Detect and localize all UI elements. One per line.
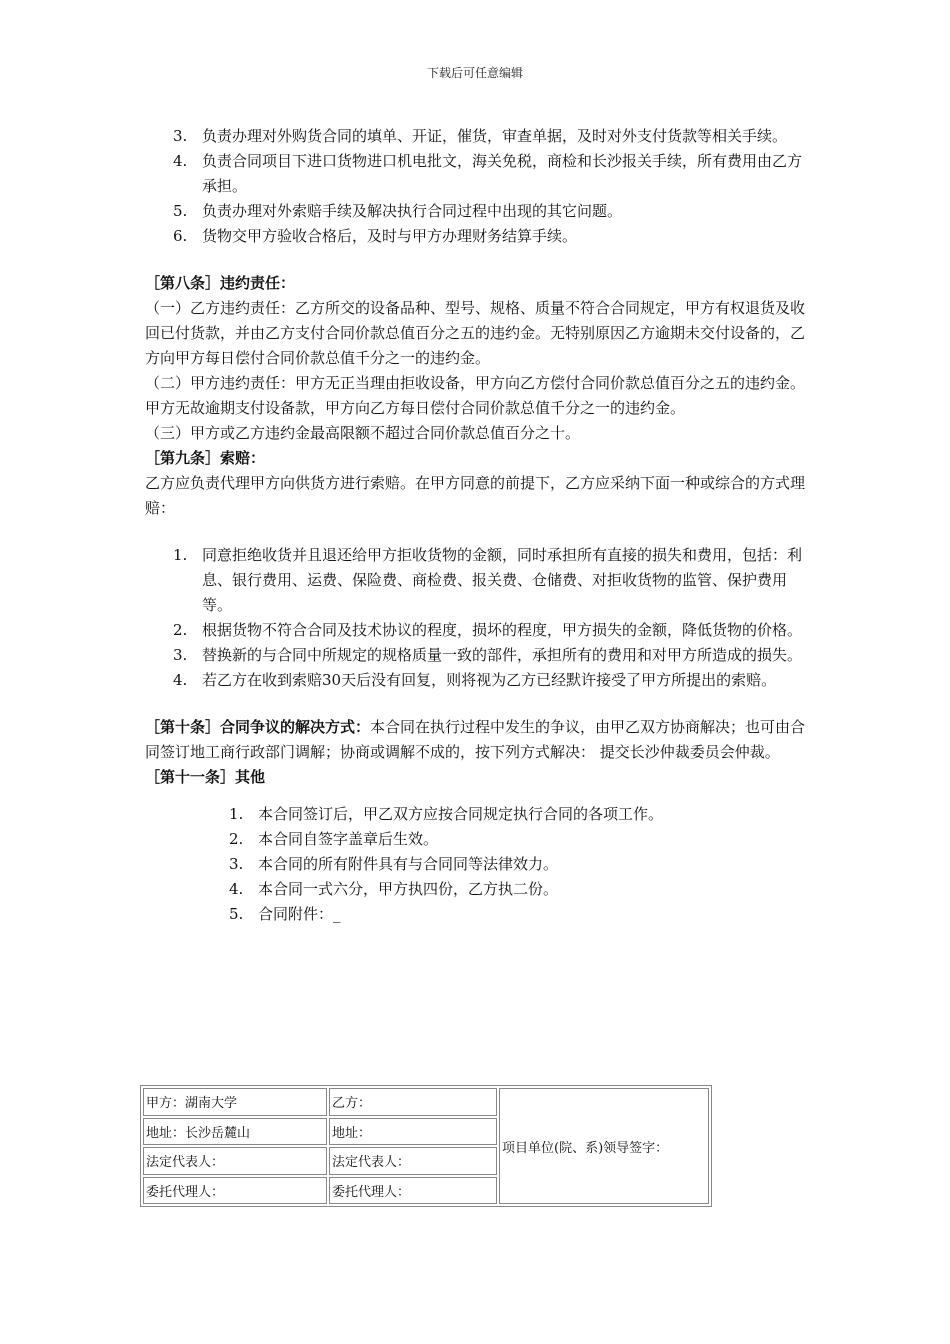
item-text: 根据货物不符合合同及技术协议的程度，损坏的程度，甲方损失的金额，降低货物的价格。 [202, 621, 803, 639]
duty-list [145, 124, 810, 249]
article-10-title: ［第十条］合同争议的解决方式： [145, 718, 371, 736]
item-text: 合同附件：_ [258, 905, 341, 923]
article-10-text: 本合同在执行过程中发生的争议，由甲乙双方协商解决；也可由合同签订地工商行政部门调解；协商或调解不成的，按下列方式解决： 提交长沙仲裁委员会仲裁。 [145, 718, 806, 761]
dept-leader-signature: 项目单位(院、系)领导签字： [499, 1088, 709, 1204]
item-text: 本合同签订后，甲乙双方应按合同规定执行合同的各项工作。 [258, 805, 664, 823]
item-text: 若乙方在收到索赔30天后没有回复，则将视为乙方已经默许接受了甲方所提出的索赔。 [202, 671, 777, 689]
list-item [145, 802, 810, 827]
item-text: 负责合同项目下进口货物进口机电批文，海关免税，商检和长沙报关手续，所有费用由乙方承担。 [202, 152, 803, 195]
table-row [143, 1088, 709, 1116]
party-b-address: 地址： [329, 1118, 497, 1146]
item-text: 本合同一式六分，甲方执四份，乙方执二份。 [258, 880, 559, 898]
item-text: 负责办理对外购货合同的填单、开证，催货，审查单据，及时对外支付货款等相关手续。 [202, 127, 788, 145]
article-10 [145, 715, 810, 765]
article-11-title: ［第十一条］其他 [145, 768, 266, 786]
article-8-clause-2: （二）甲方违约责任：甲方无正当理由拒收设备，甲方向乙方偿付合同价款总值百分之五的违约金。甲方无故逾期支付设备款，甲方向乙方每日偿付合同价款总值千分之一的违约金。 [145, 374, 806, 417]
article-8-clause-1: （一）乙方违约责任：乙方所交的设备品种、型号、规格、质量不符合合同规定，甲方有权退货及收回已付货款，并由乙方支付合同价款总值百分之五的违约金。无特别原因乙方逾期未交付设备的，乙方向甲方每日偿付合同价款总值千分之一的违约金。 [145, 299, 806, 367]
list-item [145, 643, 810, 668]
article-9-intro: 乙方应负责代理甲方向供货方进行索赔。在甲方同意的前提下，乙方应采纳下面一种或综合的方式理赔： [145, 474, 806, 517]
list-item [145, 199, 810, 224]
list-item [145, 852, 810, 877]
party-a-name: 甲方：湖南大学 [143, 1088, 327, 1116]
item-text: 本合同的所有附件具有与合同同等法律效力。 [258, 855, 559, 873]
item-text: 本合同自签字盖章后生效。 [258, 830, 439, 848]
article-9-title: ［第九条］索赔： [145, 449, 266, 467]
item-number: 2. [229, 830, 244, 848]
item-number: 4. [173, 152, 188, 170]
party-a-agent: 委托代理人： [143, 1177, 327, 1205]
contract-body [145, 124, 810, 927]
other-list [145, 802, 810, 927]
list-item [145, 668, 810, 693]
list-item [145, 618, 810, 643]
party-b-legal-rep: 法定代表人： [329, 1147, 497, 1175]
list-item [145, 902, 810, 927]
item-number: 1. [173, 546, 188, 564]
list-item [145, 124, 810, 149]
item-number: 1. [229, 805, 244, 823]
item-number: 3. [173, 646, 188, 664]
item-number: 3. [173, 127, 188, 145]
party-a-address: 地址：长沙岳麓山 [143, 1118, 327, 1146]
article-8-clause-3: （三）甲方或乙方违约金最高限额不超过合同价款总值百分之十。 [145, 424, 581, 442]
item-text: 负责办理对外索赔手续及解决执行合同过程中出现的其它问题。 [202, 202, 623, 220]
party-b-agent: 委托代理人： [329, 1177, 497, 1205]
list-item [145, 827, 810, 852]
page-header: 下载后可任意编辑 [426, 66, 523, 80]
list-item [145, 224, 810, 249]
item-number: 3. [229, 855, 244, 873]
item-number: 2. [173, 621, 188, 639]
item-number: 5. [173, 202, 188, 220]
claim-list [145, 543, 810, 693]
list-item [145, 149, 810, 199]
party-a-legal-rep: 法定代表人： [143, 1147, 327, 1175]
article-8-title: ［第八条］违约责任： [145, 274, 296, 292]
item-number: 4. [229, 880, 244, 898]
list-item [145, 543, 810, 618]
party-b-name: 乙方： [329, 1088, 497, 1116]
item-number: 6. [173, 227, 188, 245]
item-text: 同意拒绝收货并且退还给甲方拒收货物的金额，同时承担所有直接的损失和费用，包括：利息、银行费用、运费、保险费、商检费、报关费、仓储费、对拒收货物的监管、保护费用等。 [202, 546, 803, 614]
item-text: 替换新的与合同中所规定的规格质量一致的部件，承担所有的费用和对甲方所造成的损失。 [202, 646, 803, 664]
signature-table [140, 1085, 712, 1207]
list-item [145, 877, 810, 902]
item-text: 货物交甲方验收合格后，及时与甲方办理财务结算手续。 [202, 227, 578, 245]
item-number: 4. [173, 671, 188, 689]
item-number: 5. [229, 905, 244, 923]
